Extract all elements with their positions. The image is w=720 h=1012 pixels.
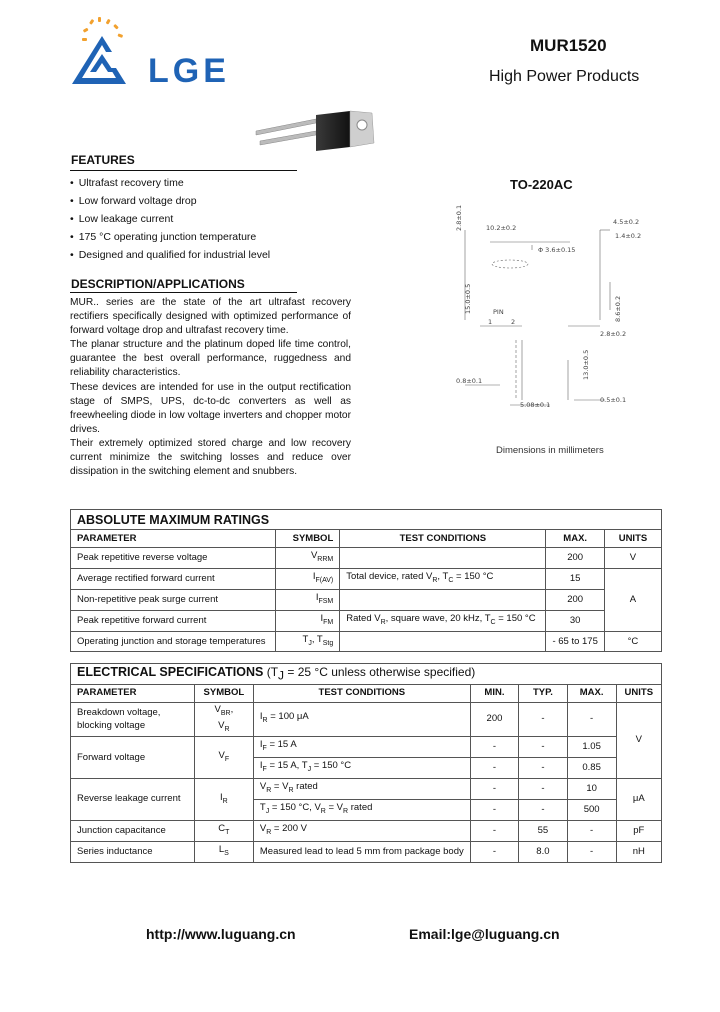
typ-cell: - xyxy=(519,758,567,779)
units-cell: μA xyxy=(616,779,661,821)
units-cell: A xyxy=(604,568,661,631)
cond-cell: Total device, rated $V_R$, $T_C = 150$ °C xyxy=(340,568,546,589)
table-row xyxy=(71,631,662,652)
cond-cell: Measured lead to lead 5 mm from package body xyxy=(253,841,470,862)
dim-label: 2.8±0.2 xyxy=(600,330,627,338)
description-paragraph: The planar structure and the platinum doped life time control, guarantee the best overall performance, ruggedness and reliability characteristics. xyxy=(70,339,351,379)
col-header: PARAMETER xyxy=(71,684,195,702)
dim-label: 13.0±0.5 xyxy=(582,349,590,380)
symbol-cell: $I_{FSM}$ xyxy=(276,589,340,610)
cond-cell: $V_R = 200$ V xyxy=(253,820,470,841)
param-cell: Peak repetitive reverse voltage xyxy=(71,548,276,569)
param-cell: Forward voltage xyxy=(71,737,195,779)
col-header: TEST CONDITIONS xyxy=(253,684,470,702)
table-header-row xyxy=(71,684,662,702)
typ-cell: - xyxy=(519,737,567,758)
feature-item: • Ultrafast recovery time xyxy=(70,174,360,192)
symbol-cell: $V_{BR}$, $V_R$ xyxy=(194,702,253,737)
dim-label: 8.6±0.2 xyxy=(614,295,622,322)
units-cell: nH xyxy=(616,841,661,862)
units-cell: V xyxy=(616,702,661,779)
symbol-cell: $C_T$ xyxy=(194,820,253,841)
col-header: UNITS xyxy=(604,530,661,548)
abs-max-title: ABSOLUTE MAXIMUM RATINGS xyxy=(71,510,662,530)
symbol-cell: $T_J$, $T_{Stg}$ xyxy=(276,631,340,652)
dim-label: 15.0±0.5 xyxy=(464,283,472,314)
package-title: TO-220AC xyxy=(510,177,573,192)
min-cell: - xyxy=(470,758,518,779)
min-cell: - xyxy=(470,799,518,820)
symbol-cell: $I_R$ xyxy=(194,779,253,821)
units-cell: °C xyxy=(604,631,661,652)
param-cell: Average rectified forward current xyxy=(71,568,276,589)
lge-logo xyxy=(66,10,246,90)
features-rule xyxy=(70,170,297,171)
dim-label: 0.5±0.1 xyxy=(600,396,627,404)
cond-cell xyxy=(340,631,546,652)
typ-cell: 55 xyxy=(519,820,567,841)
product-line-subtitle: High Power Products xyxy=(489,68,640,85)
dim-label: 10.2±0.2 xyxy=(486,224,517,232)
dim-label: Φ 3.6±0.15 xyxy=(538,246,576,254)
description-title: DESCRIPTION/APPLICATIONS xyxy=(71,277,245,291)
typ-cell: - xyxy=(519,799,567,820)
dim-label: 2.8±0.1 xyxy=(455,204,463,231)
feature-item: • 175 °C operating junction temperature xyxy=(70,228,360,246)
param-cell: Operating junction and storage temperatures xyxy=(71,631,276,652)
max-cell: - xyxy=(567,820,616,841)
max-cell: 10 xyxy=(567,779,616,800)
feature-item: • Designed and qualified for industrial level xyxy=(70,246,360,264)
param-cell: Series inductance xyxy=(71,841,195,862)
symbol-cell: $V_{RRM}$ xyxy=(276,548,340,569)
part-number: MUR1520 xyxy=(530,36,607,55)
max-cell: - xyxy=(567,702,616,737)
cond-cell xyxy=(340,589,546,610)
max-cell: 0.85 xyxy=(567,758,616,779)
symbol-cell: $I_{F(AV)}$ xyxy=(276,568,340,589)
table-row xyxy=(71,568,662,589)
col-header: SYMBOL xyxy=(194,684,253,702)
cond-cell: Rated $V_R$, square wave, 20 kHz, $T_C = 150$ °C xyxy=(340,610,546,631)
cond-cell: $V_R = V_R$ rated xyxy=(253,779,470,800)
col-header: SYMBOL xyxy=(276,530,340,548)
dim-label: 0.8±0.1 xyxy=(456,377,483,385)
table-row xyxy=(71,589,662,610)
col-header: MIN. xyxy=(470,684,518,702)
pin-number: 2 xyxy=(511,318,516,326)
cond-cell xyxy=(340,548,546,569)
cond-cell: $I_F = 15$ A xyxy=(253,737,470,758)
param-cell: Reverse leakage current xyxy=(71,779,195,821)
electrical-title: ELECTRICAL SPECIFICATIONS ($T_J = 25$ °C unless otherwise specified) xyxy=(71,664,662,685)
table-row xyxy=(71,841,662,862)
brand-wordmark: LGE xyxy=(148,52,230,90)
max-cell: 1.05 xyxy=(567,737,616,758)
min-cell: - xyxy=(470,737,518,758)
max-cell: 200 xyxy=(546,548,604,569)
col-header: TEST CONDITIONS xyxy=(340,530,546,548)
table-header-row xyxy=(71,530,662,548)
footer-website-link[interactable]: http://www.luguang.cn xyxy=(146,926,296,942)
description-paragraph: MUR.. series are the state of the art ultrafast recovery rectifiers specifically designed with optimized performance of forward voltage drop and ultrafast recovery time. xyxy=(70,297,351,337)
typ-cell: - xyxy=(519,779,567,800)
logo-mountain-mark xyxy=(72,36,126,84)
features-title: FEATURES xyxy=(71,153,135,167)
max-cell: 15 xyxy=(546,568,604,589)
table-row xyxy=(71,779,662,800)
col-header: MAX. xyxy=(567,684,616,702)
cond-cell: $I_F = 15$ A, $T_J = 150$ °C xyxy=(253,758,470,779)
component-photo xyxy=(250,105,390,160)
pin-number: 1 xyxy=(488,318,493,326)
table-row xyxy=(71,820,662,841)
min-cell: - xyxy=(470,820,518,841)
max-cell: 200 xyxy=(546,589,604,610)
min-cell: - xyxy=(470,841,518,862)
dim-label: 1.4±0.2 xyxy=(615,232,642,240)
table-row xyxy=(71,737,662,758)
dimensions-note: Dimensions in millimeters xyxy=(496,445,604,456)
absolute-max-ratings-table xyxy=(70,509,662,652)
feature-item: • Low leakage current xyxy=(70,210,360,228)
col-header: TYP. xyxy=(519,684,567,702)
description-paragraph: These devices are intended for use in the output rectification stage of SMPS, UPS, dc-to-dc converters as well as freewheeling diode in low voltage inverters and chopper motor drives. xyxy=(70,381,351,435)
symbol-cell: $I_{FM}$ xyxy=(276,610,340,631)
table-title-row xyxy=(71,664,662,685)
max-cell: 30 xyxy=(546,610,604,631)
cond-cell: $I_R = 100$ μA xyxy=(253,702,470,737)
table-row xyxy=(71,702,662,737)
param-cell: Peak repetitive forward current xyxy=(71,610,276,631)
features-list xyxy=(70,174,360,264)
param-cell: Junction capacitance xyxy=(71,820,195,841)
feature-item: • Low forward voltage drop xyxy=(70,192,360,210)
min-cell: 200 xyxy=(470,702,518,737)
typ-cell: 8.0 xyxy=(519,841,567,862)
symbol-cell: $V_F$ xyxy=(194,737,253,779)
max-cell: - 65 to 175 xyxy=(546,631,604,652)
cond-cell: $T_J = 150$ °C, $V_R = V_R$ rated xyxy=(253,799,470,820)
param-cell: Breakdown voltage, blocking voltage xyxy=(71,702,195,737)
footer-email-link[interactable]: Email:lge@luguang.cn xyxy=(409,926,560,942)
col-header: UNITS xyxy=(616,684,661,702)
description-rule xyxy=(70,292,297,293)
units-cell: V xyxy=(604,548,661,569)
units-cell: pF xyxy=(616,820,661,841)
max-cell: 500 xyxy=(567,799,616,820)
description-body xyxy=(70,296,351,479)
col-header: PARAMETER xyxy=(71,530,276,548)
max-cell: - xyxy=(567,841,616,862)
table-row xyxy=(71,548,662,569)
dim-label: 5.08±0.1 xyxy=(520,401,551,409)
table-row xyxy=(71,610,662,631)
electrical-specs-table xyxy=(70,663,662,863)
symbol-cell: $L_S$ xyxy=(194,841,253,862)
package-drawing xyxy=(450,200,680,440)
pin-label: PIN xyxy=(493,308,504,316)
typ-cell: - xyxy=(519,702,567,737)
description-paragraph: Their extremely optimized stored charge and low recovery current minimize the switching losses and reduce over dissipation in the switching element and snubbers. xyxy=(70,437,351,478)
dim-label: 4.5±0.2 xyxy=(613,218,640,226)
min-cell: - xyxy=(470,779,518,800)
col-header: MAX. xyxy=(546,530,604,548)
param-cell: Non-repetitive peak surge current xyxy=(71,589,276,610)
table-title-row xyxy=(71,510,662,530)
